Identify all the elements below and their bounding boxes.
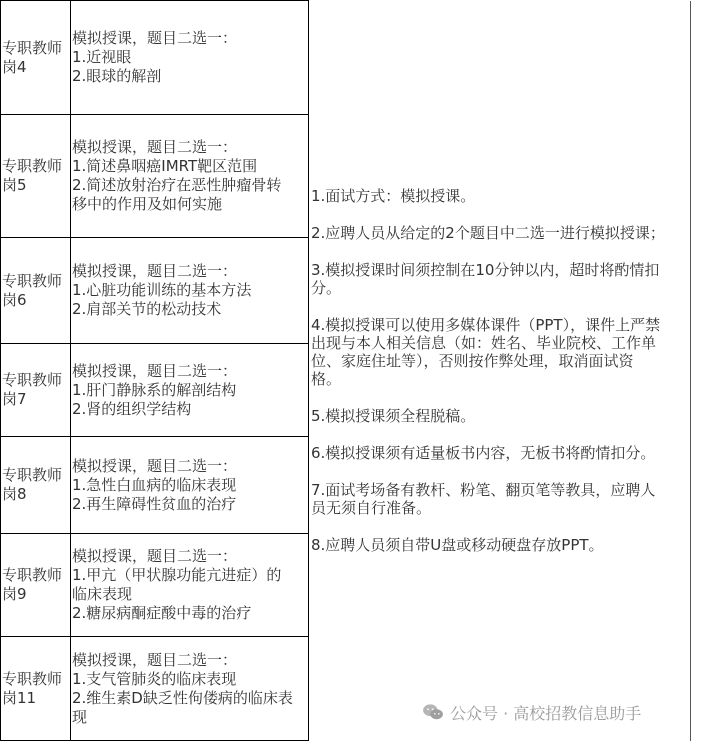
requirement-line: 8.应聘人员须自带U盘或移动硬盘存放PPT。 xyxy=(311,536,604,554)
requirement-item xyxy=(311,481,684,517)
topic-cell xyxy=(71,437,309,534)
requirements-cell xyxy=(309,1,691,741)
topic-line: 现 xyxy=(72,707,88,726)
requirement-line: 1.面试方式：模拟授课。 xyxy=(311,187,476,205)
requirement-item xyxy=(311,407,684,425)
wechat-icon xyxy=(422,703,444,721)
post-cell: 专职教师岗6 xyxy=(1,238,71,344)
topic-cell xyxy=(71,1,309,115)
topic-line: 2.再生障碍性贫血的治疗 xyxy=(72,494,237,513)
topic-line: 1.心脏功能训练的基本方法 xyxy=(72,281,252,299)
topic-line: 2.肾的组织学结构 xyxy=(72,399,192,418)
topic-line: 1.支气管肺炎的临床表现 xyxy=(72,669,237,688)
topic-line: 模拟授课，题目二选一： xyxy=(72,456,238,475)
topic-cell xyxy=(71,344,309,437)
requirement-line: 出现与本人相关信息（如：姓名、毕业院校、工作单 xyxy=(311,334,657,352)
topic-line: 模拟授课，题目二选一： xyxy=(72,361,238,380)
requirement-item xyxy=(311,444,684,462)
topic-line: 临床表现 xyxy=(72,585,133,603)
topic-cell xyxy=(71,637,309,741)
requirement-item xyxy=(311,536,684,554)
requirement-line: 4.模拟授课可以使用多媒体课件（PPT），课件上严禁 xyxy=(311,316,661,334)
topic-cell xyxy=(71,115,309,238)
topic-line: 模拟授课，题目二选一： xyxy=(72,547,238,565)
requirement-line: 格。 xyxy=(311,370,342,388)
requirement-line: 分。 xyxy=(311,279,342,297)
post-cell: 专职教师岗7 xyxy=(1,344,71,437)
post-cell: 专职教师岗11 xyxy=(1,637,71,741)
post-cell: 专职教师岗4 xyxy=(1,1,71,115)
requirement-item xyxy=(311,316,684,388)
requirement-item xyxy=(311,261,684,297)
topic-line: 1.甲亢（甲状腺功能亢进症）的 xyxy=(72,566,282,584)
topic-cell xyxy=(71,534,309,637)
topic-line: 2.糖尿病酮症酸中毒的治疗 xyxy=(72,604,252,622)
requirement-line: 员无须自行准备。 xyxy=(311,499,432,517)
topic-line: 移中的作用及如何实施 xyxy=(72,195,223,213)
requirement-line: 7.面试考场备有教杆、粉笔、翻页笔等教具，应聘人 xyxy=(311,481,656,499)
requirement-line: 6.模拟授课须有适量板书内容，无板书将酌情扣分。 xyxy=(311,444,656,462)
requirement-line: 5.模拟授课须全程脱稿。 xyxy=(311,407,476,425)
watermark-text: 公众号 · 高校招教信息助手 xyxy=(450,703,642,723)
requirements-list xyxy=(309,187,690,554)
requirement-line: 2.应聘人员从给定的2个题目中二选一进行模拟授课； xyxy=(311,224,665,242)
requirement-item xyxy=(311,224,684,242)
topic-line: 1.简述鼻咽癌IMRT靶区范围 xyxy=(72,157,258,175)
post-cell: 专职教师岗8 xyxy=(1,437,71,534)
topic-line: 模拟授课，题目二选一： xyxy=(72,138,238,156)
topic-line: 1.肝门静脉系的解剖结构 xyxy=(72,380,237,399)
topic-line: 2.维生素D缺乏性佝偻病的临床表 xyxy=(72,688,293,707)
table-row xyxy=(1,1,691,115)
watermark xyxy=(422,700,641,724)
requirement-item xyxy=(311,187,684,205)
topic-line: 1.急性白血病的临床表现 xyxy=(72,475,237,494)
topic-line: 模拟授课，题目二选一： xyxy=(72,29,238,47)
topic-line: 2.肩部关节的松动技术 xyxy=(72,300,222,318)
requirement-line: 3.模拟授课时间须控制在10分钟以内，超时将酌情扣 xyxy=(311,261,660,279)
requirement-line: 位、家庭住址等），否则按作弊处理，取消面试资 xyxy=(311,352,634,370)
topic-line: 模拟授课，题目二选一： xyxy=(72,650,238,669)
topic-line: 1.近视眼 xyxy=(72,48,132,66)
topic-line: 模拟授课，题目二选一： xyxy=(72,262,238,280)
topic-line: 2.眼球的解剖 xyxy=(72,67,162,85)
topic-line: 2.简述放射治疗在恶性肿瘤骨转 xyxy=(72,176,282,194)
post-cell: 专职教师岗5 xyxy=(1,115,71,238)
topic-cell xyxy=(71,238,309,344)
post-cell: 专职教师岗9 xyxy=(1,534,71,637)
